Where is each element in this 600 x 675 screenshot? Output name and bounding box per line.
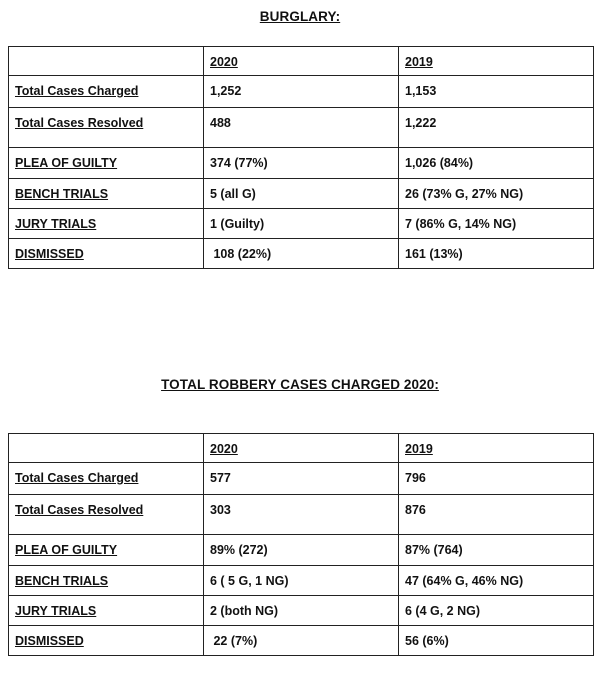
cell-2020: 6 ( 5 G, 1 NG) <box>210 574 289 588</box>
cell-2019: 56 (6%) <box>405 634 449 648</box>
cell-2019: 1,222 <box>405 116 437 130</box>
header-blank-cell <box>9 434 204 463</box>
row-label: PLEA OF GUILTY <box>15 156 118 170</box>
cell-2019: 161 (13%) <box>405 247 463 261</box>
column-header-2019: 2019 <box>405 442 433 456</box>
header-row <box>9 434 594 463</box>
column-header-2019: 2019 <box>405 55 433 69</box>
cell-2020: 1 (Guilty) <box>210 217 265 231</box>
row-label: Total Cases Resolved <box>15 503 144 517</box>
row-label: BENCH TRIALS <box>15 574 109 588</box>
cell-2020: 5 (all G) <box>210 187 256 201</box>
table-row <box>9 179 594 209</box>
cell-2019: 1,153 <box>405 84 437 98</box>
table-row <box>9 566 594 596</box>
cell-2019: 7 (86% G, 14% NG) <box>405 217 517 231</box>
cell-2019: 47 (64% G, 46% NG) <box>405 574 524 588</box>
cell-2020: 2 (both NG) <box>210 604 279 618</box>
header-row <box>9 47 594 76</box>
table-row <box>9 495 594 535</box>
row-label: JURY TRIALS <box>15 604 97 618</box>
row-label: Total Cases Resolved <box>15 116 144 130</box>
table-row <box>9 76 594 108</box>
table-row <box>9 209 594 239</box>
cell-2020: 303 <box>210 503 231 517</box>
cell-2020: 22 (7%) <box>210 634 258 648</box>
row-label: JURY TRIALS <box>15 217 97 231</box>
robbery-table <box>8 433 594 656</box>
row-label: BENCH TRIALS <box>15 187 109 201</box>
cell-2020: 1,252 <box>210 84 242 98</box>
cell-2019: 1,026 (84%) <box>405 156 474 170</box>
table-row <box>9 239 594 269</box>
row-label: Total Cases Charged <box>15 471 139 485</box>
cell-2019: 876 <box>405 503 426 517</box>
table-row <box>9 596 594 626</box>
header-blank-cell <box>9 47 204 76</box>
cell-2020: 488 <box>210 116 231 130</box>
cell-2020: 374 (77%) <box>210 156 268 170</box>
cell-2020: 108 (22%) <box>210 247 272 261</box>
cell-2020: 577 <box>210 471 231 485</box>
cell-2019: 26 (73% G, 27% NG) <box>405 187 524 201</box>
table-row <box>9 463 594 495</box>
burglary-title: BURGLARY: <box>259 9 341 24</box>
column-header-2020: 2020 <box>210 442 238 456</box>
table-row <box>9 108 594 148</box>
row-label: DISMISSED <box>15 634 84 648</box>
table-row <box>9 626 594 656</box>
row-label: DISMISSED <box>15 247 84 261</box>
burglary-table <box>8 46 594 269</box>
cell-2019: 796 <box>405 471 426 485</box>
column-header-2020: 2020 <box>210 55 238 69</box>
cell-2020: 89% (272) <box>210 543 268 557</box>
table-row <box>9 148 594 179</box>
robbery-title: TOTAL ROBBERY CASES CHARGED 2020: <box>161 377 439 392</box>
cell-2019: 6 (4 G, 2 NG) <box>405 604 481 618</box>
table-row <box>9 535 594 566</box>
row-label: PLEA OF GUILTY <box>15 543 118 557</box>
cell-2019: 87% (764) <box>405 543 463 557</box>
row-label: Total Cases Charged <box>15 84 139 98</box>
